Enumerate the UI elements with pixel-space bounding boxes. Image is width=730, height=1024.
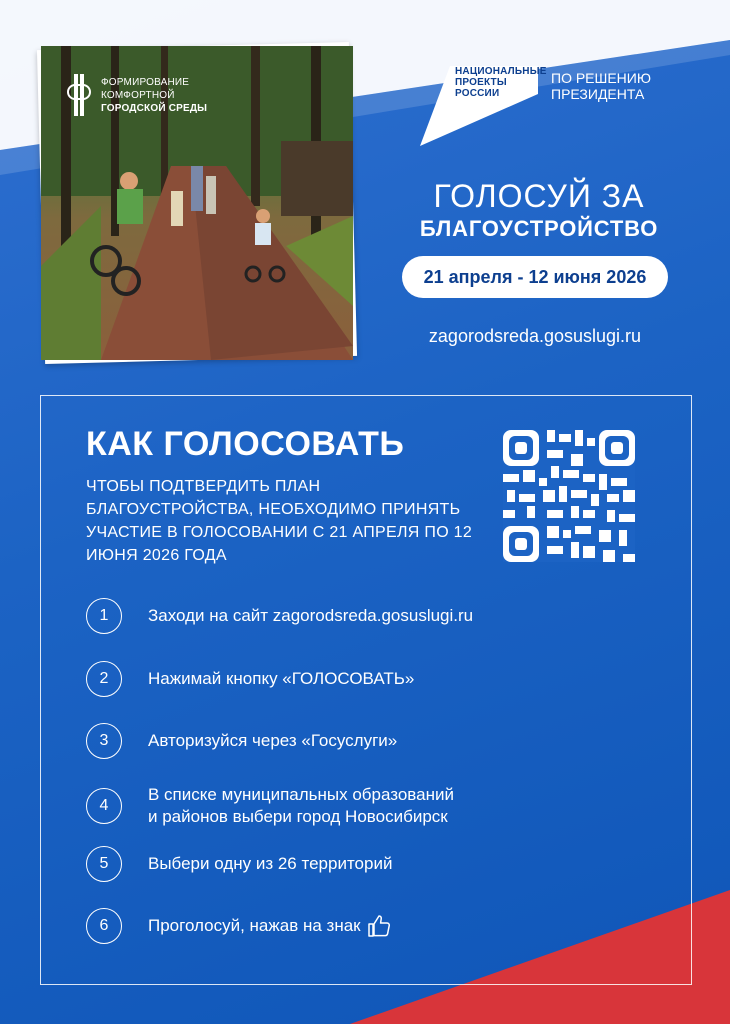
step-text: Выбери одну из 26 территорий: [148, 854, 393, 873]
president-line-1: ПО РЕШЕНИЮ: [551, 70, 652, 86]
how-to-vote-subtitle: ЧТОБЫ ПОДТВЕРДИТЬ ПЛАН БЛАГОУСТРОЙСТВА, НЕОБХОДИМО ПРИНЯТЬ УЧАСТИЕ В ГОЛОСОВАНИИ С 21 АПРЕЛЯ ПО 12 ИЮНЯ 2026 ГОДА: [86, 478, 473, 564]
qr-code-icon[interactable]: [503, 430, 635, 562]
step-2: [86, 661, 414, 697]
comfort-city-logo: [67, 73, 207, 117]
np-line-3: РОССИИ: [455, 88, 500, 99]
step-4: [86, 784, 454, 828]
logo-line-3: ГОРОДСКОЙ СРЕДЫ: [101, 102, 208, 114]
step-text: Нажимай кнопку «ГОЛОСОВАТЬ»: [148, 669, 415, 688]
np-line-2: ПРОЕКТЫ: [455, 77, 507, 88]
step-number: 6: [86, 908, 122, 944]
step-text: [148, 784, 454, 828]
step-1: [86, 598, 473, 634]
step-text: [148, 915, 391, 937]
np-line-1: НАЦИОНАЛЬНЫЕ: [455, 66, 547, 77]
logo-line-1: ФОРМИРОВАНИЕ: [101, 76, 190, 88]
step-text-label: Проголосуй, нажав на знак: [148, 916, 361, 935]
national-projects-logo-text: [455, 66, 547, 99]
step-5: [86, 846, 392, 882]
step-number: 5: [86, 846, 122, 882]
vote-title-line-1: ГОЛОСУЙ ЗА: [433, 178, 645, 214]
thumbs-up-icon: [367, 915, 391, 937]
president-decision-text: [551, 70, 651, 102]
vote-dates-badge: 21 апреля - 12 июня 2026: [402, 256, 668, 298]
comfort-city-logo-icon: [67, 73, 93, 117]
step-text: Заходи на сайт zagorodsreda.gosuslugi.ru: [148, 606, 474, 625]
step-text-line-2: и районов выбери город Новосибирск: [148, 807, 448, 826]
park-photo: [41, 46, 353, 360]
how-to-vote-title: КАК ГОЛОСОВАТЬ: [86, 425, 405, 463]
step-number: 3: [86, 723, 122, 759]
step-number: 4: [86, 788, 122, 824]
step-number: 2: [86, 661, 122, 697]
comfort-city-logo-text: [101, 76, 207, 115]
step-text: Авторизуйся через «Госуслуги»: [148, 731, 398, 750]
logo-line-2: КОМФОРТНОЙ: [101, 89, 175, 101]
step-3: [86, 723, 397, 759]
step-number: 1: [86, 598, 122, 634]
president-line-2: ПРЕЗИДЕНТА: [551, 86, 645, 102]
vote-title-line-2: БЛАГОУСТРОЙСТВО: [419, 216, 659, 241]
step-text-line-1: В списке муниципальных образований: [148, 785, 454, 804]
vote-site-link[interactable]: zagorodsreda.gosuslugi.ru: [428, 326, 642, 346]
step-6: [86, 908, 391, 944]
